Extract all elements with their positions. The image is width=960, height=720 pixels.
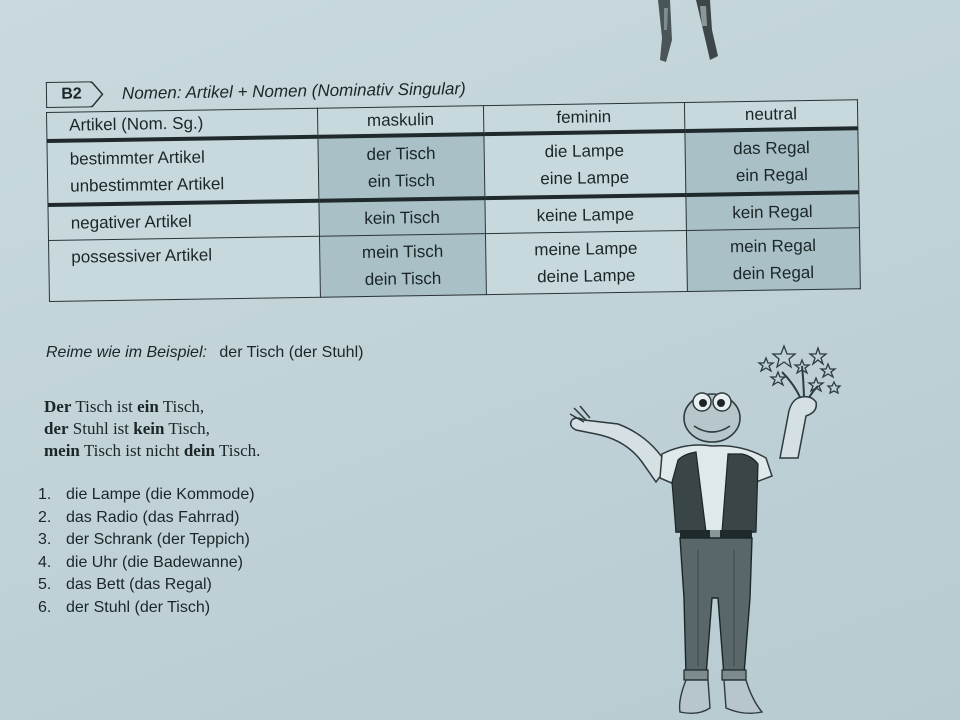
instruction-example: der Tisch (der Stuhl)	[219, 344, 364, 361]
rhyme-line	[44, 418, 260, 440]
rhyme-example	[44, 396, 260, 462]
article-table	[46, 99, 861, 302]
table-cell-text: der Tisch	[366, 143, 436, 164]
item-number: 4.	[38, 553, 52, 571]
row-label: unbestimmter Artikel	[70, 174, 225, 196]
row-label-cell	[48, 201, 320, 241]
frog-magician-illustration	[566, 336, 856, 720]
rhyme-bold-word: ein	[137, 397, 159, 416]
item-text: das Bett (das Regal)	[66, 576, 212, 594]
rhyme-bold-word: der	[44, 419, 69, 438]
item-text: das Radio (das Fahrrad)	[66, 508, 240, 526]
neutral-cell	[686, 228, 860, 292]
rhyme-text: Tisch,	[158, 397, 205, 416]
section-header	[46, 74, 466, 110]
maskulin-cell	[318, 134, 485, 201]
neutral-cell	[685, 192, 859, 230]
row-label-cell	[47, 137, 319, 205]
column-header-artikel: Artikel (Nom. Sg.)	[47, 108, 318, 141]
item-text: die Uhr (die Badewanne)	[66, 553, 243, 571]
row-label: possessiver Artikel	[71, 245, 213, 267]
exercise-list	[38, 484, 255, 620]
item-text: die Lampe (die Kommode)	[66, 486, 255, 503]
rhyme-text: Tisch.	[215, 441, 261, 460]
column-header-maskulin: maskulin	[317, 106, 483, 137]
table-cell-text: mein Regal	[729, 235, 817, 257]
list-item	[38, 529, 255, 552]
item-number: 1.	[38, 486, 52, 503]
rhyme-bold-word: dein	[183, 441, 215, 460]
item-number: 2.	[38, 508, 52, 526]
table-cell-text: meine Lampe	[534, 238, 638, 260]
table-cell-text: eine Lampe	[540, 167, 630, 189]
table-cell-text: ein Tisch	[367, 170, 436, 191]
table-cell-text: kein Regal	[732, 201, 813, 223]
badge-arrow-icon	[90, 81, 104, 107]
list-item	[38, 597, 255, 620]
rhyme-line	[44, 440, 260, 462]
table-cell-text: das Regal	[733, 138, 810, 159]
rhyme-line	[44, 396, 260, 418]
rhyme-bold-word: kein	[133, 419, 165, 438]
list-item	[38, 574, 255, 597]
feminin-cell	[485, 230, 687, 294]
table-cell-text: die Lampe	[544, 140, 625, 162]
neutral-cell	[684, 128, 858, 195]
table-cell-text: deine Lampe	[536, 265, 636, 287]
table-cell-text: mein Tisch	[361, 241, 444, 263]
row-label: negativer Artikel	[70, 211, 192, 233]
rhyme-bold-word: Der	[44, 397, 72, 416]
rhyme-text: Stuhl ist	[68, 419, 134, 438]
row-label: bestimmter Artikel	[69, 147, 205, 169]
section-title: Nomen: Artikel + Nomen (Nominativ Singular)	[121, 79, 466, 103]
item-text: der Stuhl (der Tisch)	[66, 598, 211, 616]
list-item	[38, 507, 255, 530]
table-cell-text: dein Tisch	[364, 268, 442, 290]
item-number: 6.	[38, 598, 52, 616]
rhyme-bold-word: mein	[44, 441, 80, 460]
instruction-lead: Reime wie im Beispiel:	[46, 344, 207, 361]
maskulin-cell	[319, 234, 486, 298]
table-cell-text: ein Regal	[735, 165, 808, 186]
table-row	[49, 228, 861, 302]
column-header-feminin: feminin	[483, 102, 684, 134]
rhyme-text: Tisch ist nicht	[79, 441, 184, 460]
rhyme-text: Tisch,	[164, 419, 210, 438]
item-number: 3.	[38, 531, 52, 549]
row-label-cell	[49, 236, 321, 301]
table-cell-text: kein Tisch	[364, 207, 440, 229]
item-text: der Schrank (der Teppich)	[66, 531, 250, 549]
exercise-instruction	[46, 344, 363, 362]
figure-legs-illustration	[652, 0, 726, 66]
list-item	[38, 552, 255, 575]
item-number: 5.	[38, 576, 52, 594]
section-badge	[46, 81, 90, 108]
maskulin-cell	[319, 198, 485, 236]
feminin-cell	[484, 131, 686, 198]
article-table-wrapper	[46, 99, 865, 302]
stars-icon	[759, 346, 840, 393]
rhyme-text: Tisch ist	[71, 397, 138, 416]
column-header-neutral: neutral	[684, 100, 858, 131]
feminin-cell	[485, 195, 686, 234]
table-cell-text: keine Lampe	[536, 204, 635, 226]
list-item	[38, 484, 255, 507]
section-badge-label: B2	[61, 85, 82, 103]
table-cell-text: dein Regal	[732, 262, 815, 284]
